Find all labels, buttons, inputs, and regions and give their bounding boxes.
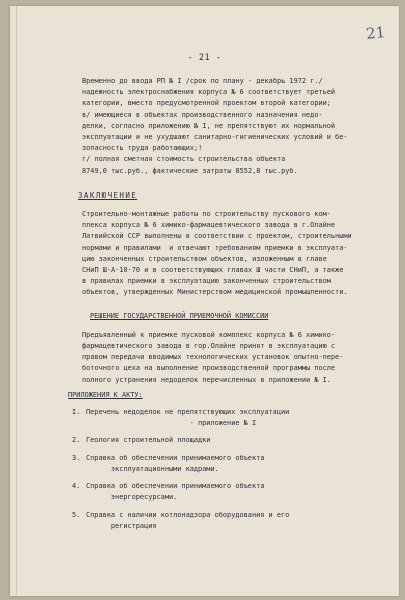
attachment-item xyxy=(72,407,383,429)
text-line: регистрация xyxy=(86,521,157,530)
text-line: - приложение № I xyxy=(86,419,257,428)
text-line: боточного цеха на выполнение производственной программы после xyxy=(82,364,336,373)
attachment-number: 5. xyxy=(72,510,81,519)
text-line: Справка об обеспечении принимаемого объекта xyxy=(86,482,265,491)
attachment-text xyxy=(86,481,264,503)
text-line: Геология строительной площадки xyxy=(86,436,211,445)
text-line: СНиП Ш-А-10-70 и в соответствующих главах Ш части СНиП, а также xyxy=(82,266,344,275)
attachment-number: I. xyxy=(72,408,81,417)
attachment-text xyxy=(86,510,289,532)
handwritten-folio-number: 21 xyxy=(365,23,386,43)
document-body xyxy=(68,76,383,538)
text-line: плекса корпуса № 6 химико-фармацевтического завода в г.Олайне xyxy=(82,221,336,230)
text-line: объектов, утвержденных Министерством медицинской промышленности. xyxy=(82,288,348,297)
paragraph-power-supply xyxy=(68,76,383,110)
text-line: фармацевтического завода в гор.Олайне принят в эксплуатацию с xyxy=(82,342,336,351)
text-line: Строительно-монтажные работы по строительству пускового ком- xyxy=(82,210,331,219)
text-line: Латвийской ССР выполнены в соответствии с проектом, строительными xyxy=(82,232,352,241)
attachment-item xyxy=(72,453,383,475)
text-line: г/ полная сметная стоимость строительства объекта xyxy=(82,155,286,164)
text-line: Справка с наличии котлонадзора оборудования и его xyxy=(86,510,290,519)
text-line: Справка об обеспечении принимаемого объекта xyxy=(86,453,265,462)
text-line: в правилах приемки в эксплуатацию законченных строительством xyxy=(82,277,331,286)
attachment-number: 4. xyxy=(72,482,81,491)
text-line: энергоресурсами. xyxy=(86,493,178,502)
heading-commission-decision: РЕШЕНИЕ ГОСУДАРСТВЕННОЙ ПРИЕМОЧНОЙ КОМИССИИ xyxy=(90,311,269,320)
text-line: цию законченных строительством объектов, изложенным в главе xyxy=(82,254,327,263)
heading-conclusion: ЗАКЛЮЧЕНИЕ xyxy=(78,190,138,200)
attachment-item xyxy=(72,435,383,446)
text-line: Предъявленный к приемке пусковой комплекс корпуса № 6 химико- xyxy=(82,330,336,339)
paragraph-decision xyxy=(68,330,383,386)
attachments-list xyxy=(68,407,383,532)
document-page xyxy=(10,6,399,596)
text-line: нормами и правилами и отвечают требованиям приемки в эксплуата- xyxy=(82,243,348,252)
page-number: - 21 - xyxy=(187,53,222,63)
attachment-text xyxy=(86,435,210,446)
attachment-number: 3. xyxy=(72,453,81,462)
text-line: категории, вместо предусмотренной проектом второй категории; xyxy=(82,99,331,108)
paragraph-conclusion xyxy=(68,209,383,299)
heading-attachments: ПРИЛОЖЕНИЯ К АКТУ: xyxy=(68,390,143,399)
text-line: 8749,0 тыс.руб., фактические затраты 8552,8 тыс.руб. xyxy=(82,166,298,175)
text-line: надежность электроснабжения корпуса № 6 соответствует третьей xyxy=(82,88,336,97)
attachment-text xyxy=(86,407,289,429)
text-line: эксплуатационными кадрами. xyxy=(86,464,219,473)
paragraph-cost xyxy=(68,154,383,176)
text-line: правом передачи вводимых технологических установок опытно-пере- xyxy=(82,353,344,362)
text-line: Временно до ввода РП № I /срок по плану - декабрь 1972 г./ xyxy=(82,77,323,85)
paragraph-defects xyxy=(68,110,383,155)
text-line: полного устранения недоделок перечисленных в приложении № I. xyxy=(82,375,331,384)
attachment-number: 2. xyxy=(72,436,81,445)
text-line: делки, согласно приложению № I, не препятствуют их нормальной xyxy=(82,121,336,130)
text-line: в/ имеющиеся в объектах производственного назначения недо- xyxy=(82,110,323,119)
text-line: Перечень недоделок не препятствующих эксплуатации xyxy=(86,408,290,417)
text-line: зопасность труда работающих;! xyxy=(82,144,203,153)
text-line: эксплуатации и не ухудшают санитарно-гигиенических условий и бе- xyxy=(82,133,348,142)
attachment-item xyxy=(72,510,383,532)
attachment-text xyxy=(86,453,264,475)
attachment-item xyxy=(72,481,383,503)
